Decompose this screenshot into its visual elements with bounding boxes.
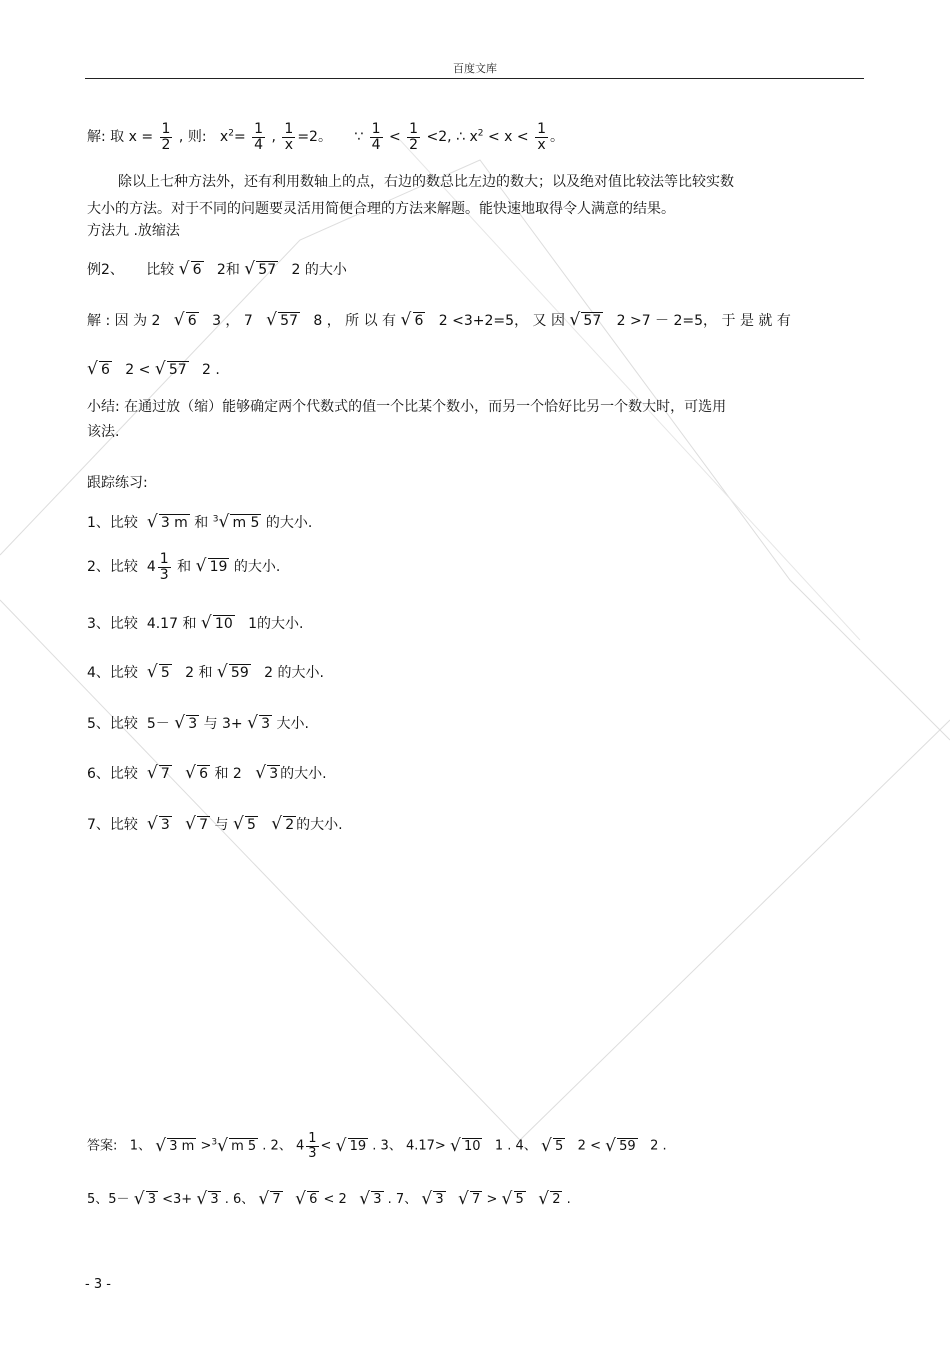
radical: √ 5: [235, 817, 258, 833]
radical: √ 3: [136, 1192, 158, 1207]
header-rule: [85, 78, 864, 79]
radical: √ 7: [260, 1192, 282, 1207]
summary-line-2: 该法.: [87, 424, 120, 440]
radical: √ 59: [219, 665, 251, 681]
radical: √ 59: [607, 1139, 638, 1154]
solution-2: 解 : 因 为 2 √ 6 3 ， 7 √ 57 8 ， 所 以 有 √ 6 2 <3+2=5， 又 因 √ 57 2 >7 － 2=5， 于 是 就 有: [87, 310, 791, 330]
fraction: $\frac{1}{4}$: [254, 121, 264, 153]
radical: √ 3: [249, 716, 272, 732]
radical: √ 3: [176, 716, 199, 732]
radical: √ 7: [149, 766, 172, 782]
exercise-5: 5、比较 5－ √ 3 与 3+ √ 3 大小.: [87, 713, 309, 733]
radical: √ 10: [203, 616, 235, 632]
radical: √ 3: [361, 1192, 383, 1207]
radical: √ 7: [460, 1192, 482, 1207]
radical: √ 3 m: [149, 515, 190, 531]
fraction: $\frac{1}{3}$: [159, 551, 169, 583]
answers-line-1: 答案: 1、 √ 3 m >$^3$√ m 5 . 2、 4 $\frac{1}{3}$ < √ 19 . 3、 4.17> √ 10 1 . 4、 √ 5 2 < √ 59 2 .: [87, 1132, 667, 1160]
fraction: $\frac{1}{x}$: [284, 121, 294, 153]
paragraph-line-1: 除以上七种方法外，还有利用数轴上的点，右边的数总比左边的数大；以及绝对值比较法等比较实数: [118, 174, 734, 190]
radical: √ 7: [187, 817, 210, 833]
radical: √ 3: [149, 817, 172, 833]
radical: √ m 5: [219, 1139, 258, 1154]
radical: √ 57: [268, 313, 300, 329]
method-9-heading: 方法九 .放缩法: [87, 223, 180, 239]
exercise-7: 7、比较 √ 3 √ 7 与 √ 5 √ 2 的大小.: [87, 814, 343, 834]
radical: √ 6: [187, 766, 210, 782]
radical: √ 6: [176, 313, 199, 329]
exercise-4: 4、比较 √ 5 2 和 √ 59 2 的大小.: [87, 662, 324, 682]
answers-line-2: 5、5－ √ 3 <3+ √ 3 . 6、 √ 7 √ 6 < 2 √ 3 . 7、 √ 3 √ 7 > √ 5 √ 2 .: [87, 1188, 571, 1207]
solution-2-conclusion: √ 6 2 < √ 57 2 .: [87, 362, 220, 378]
fraction: $\frac{1}{2}$: [161, 121, 171, 153]
fraction: $\frac{1}{4}$: [371, 121, 381, 153]
radical: √ 19: [338, 1139, 369, 1154]
radical: √ 57: [246, 262, 278, 278]
radical: √ 3: [198, 1192, 220, 1207]
radical: √ 2: [273, 817, 296, 833]
page-header: 百度文库: [453, 62, 497, 75]
radical: √ 2: [540, 1192, 562, 1207]
radical: √ 3: [257, 766, 280, 782]
page-number: - 3 -: [85, 1277, 111, 1292]
radical: √ 10: [452, 1139, 483, 1154]
solution-1: 解: 取 x = $\frac{1}{2}$ , 则: $x^2=$ $\frac{1}{4}$ , $\frac{1}{x}$ =2。 ∵ $\frac{1}{4}$ < $\frac{1}{2}$ <2, ∴ $x^2 < x$ < $\frac{1}{x}$ 。: [87, 121, 564, 153]
exercise-6: 6、比较 √ 7 √ 6 和 2 √ 3 的大小.: [87, 763, 327, 783]
radical: √ 5: [149, 665, 172, 681]
radical: √ 6: [181, 262, 204, 278]
example-2: 例2、 比较 √ 6 2和 √ 57 2 的大小: [87, 259, 347, 279]
radical: √ m 5: [220, 515, 261, 531]
radical: √ 19: [198, 559, 230, 575]
paragraph-line-2: 大小的方法。对于不同的问题要灵活用简便合理的方法来解题。能快速地取得令人满意的结果。: [87, 201, 675, 217]
radical: √ 6: [297, 1192, 319, 1207]
radical: √ 3: [423, 1192, 445, 1207]
radical: √ 6: [89, 362, 112, 378]
radical: √ 3 m: [157, 1139, 196, 1154]
exercise-1: 1、比较 √ 3 m 和 $^3$√ m 5 的大小.: [87, 512, 312, 532]
fraction: $\frac{1}{2}$: [409, 121, 419, 153]
fraction: $\frac{1}{x}$: [537, 121, 546, 153]
radical: √ 5: [504, 1192, 526, 1207]
radical: √ 5: [543, 1139, 565, 1154]
summary-line-1: 小结: 在通过放（缩）能够确定两个代数式的值一个比某个数小，而另一个恰好比另一个数大时，可选用: [87, 399, 727, 415]
radical: √ 6: [403, 313, 426, 329]
radical: √ 57: [157, 362, 189, 378]
radical: √ 57: [571, 313, 603, 329]
exercise-2: 2、比较 4 $\frac{1}{3}$ 和 √ 19 的大小.: [87, 552, 280, 582]
fraction: $\frac{1}{3}$: [308, 1131, 317, 1161]
practice-title: 跟踪练习:: [87, 475, 148, 491]
exercise-3: 3、比较 4.17 和 √ 10 1的大小.: [87, 613, 303, 633]
